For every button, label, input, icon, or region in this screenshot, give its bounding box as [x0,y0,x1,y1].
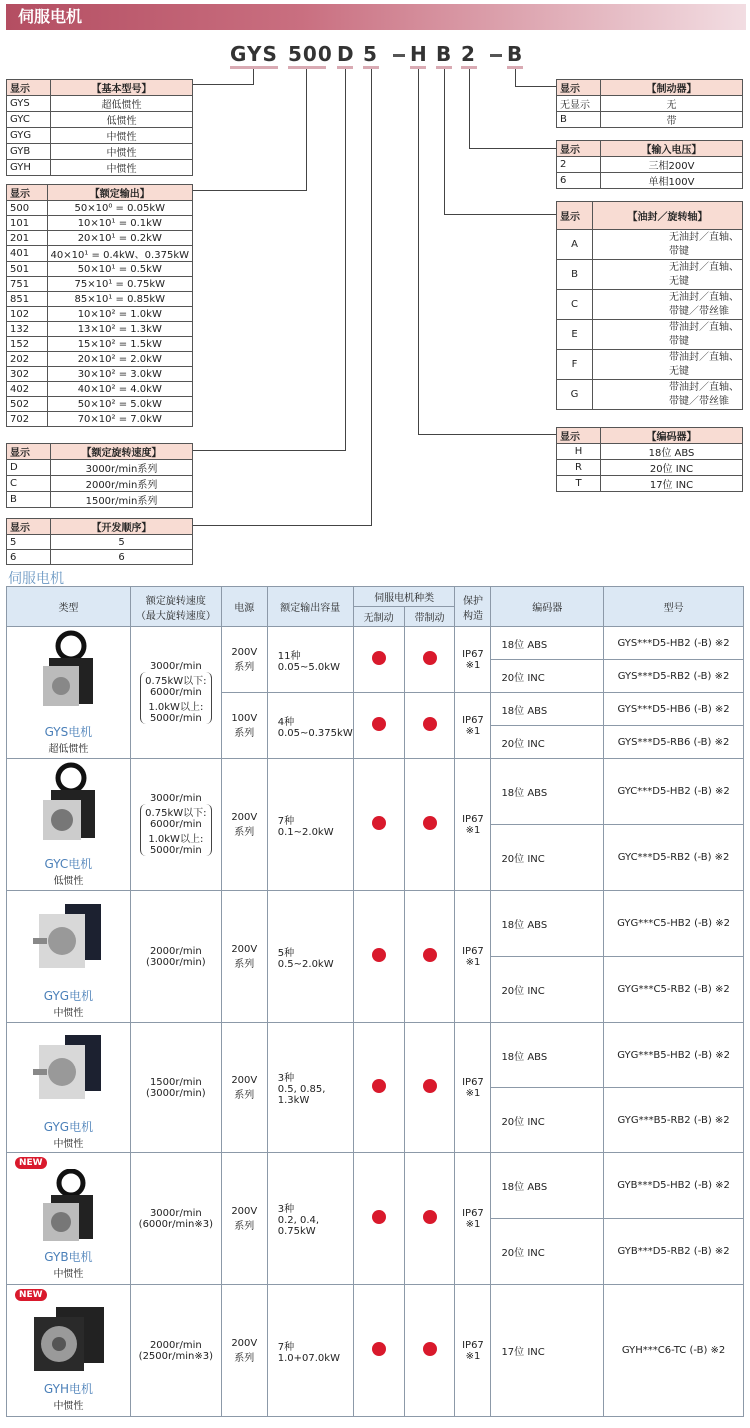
gyh-motor-image [26,1301,110,1377]
type-cell: GYS电机 超低惯性 [7,627,131,759]
status-dot [423,816,437,830]
status-dot [372,1079,386,1093]
section-banner: 伺服电机 [6,4,746,30]
table-row: GYG电机 中惯性 2000r/min (3000r/min) 200V 系列 5种 0.5~2.0kW IP67 ※1 18位 ABS GYG***C5-HB2 (-B) ※2 [7,891,744,957]
code-shaft: B [436,42,453,66]
table-row: 20位 INC GYG***B5-RB2 (-B) ※2 [7,1088,744,1153]
legend-rated-output: 显示 【额定输出】 500 50×10⁰ = 0.05kW 101 10×10¹ = 0.1kW 201 20×10¹ = 0.2kW 401 40×10¹ = 0.4kW、0.375kW 501 50×10¹ = 0.5kW 751 75×10¹ = 0.75kW 851 85×10¹ = 0.85kW 102 10×10² = 1.0kW 132 13×10² = 1.3kW 152 15×10² = 1.5kW 202 20×10² = 2.0kW 302 30×10² = 3.0kW 402 40×10² = 4.0kW 502 50×10² = 5.0kW 702 70×10² = 7.0kW [6,184,193,427]
legend-rated-speed: 显示 【额定旋转速度】 D 3000r/min系列 C 2000r/min系列 B 1500r/min系列 [6,443,193,508]
type-cell: NEW GYB电机 中惯性 [7,1153,131,1285]
table-row: 20位 INC GYS***D5-RB6 (-B) ※2 [7,726,744,759]
code-dash [490,54,502,57]
code-dash [393,54,405,57]
code-speed: D [337,42,355,66]
type-cell: NEW GYH电机 中惯性 [7,1285,131,1417]
code-dev: 5 [363,42,378,66]
status-dot [423,1079,437,1093]
legend-encoder: 显示 【编码器】 H 18位 ABS R 20位 INC T 17位 INC [556,427,743,492]
code-output: 500 [288,42,333,66]
speed-cell: 3000r/min 0.75kW以下: 6000r/min 1.0kW以上: 5000r/min [130,627,221,759]
col-output: 额定输出容量 [267,587,353,627]
type-cell: GYC电机 低惯性 [7,759,131,891]
status-dot [372,651,386,665]
code-base: GYS [230,42,278,66]
table-row: GYC电机 低惯性 3000r/min 0.75kW以下: 6000r/min 1.0kW以上: 5000r/min 200V 系列 7种 0.1~2.0kW IP67 ※1 18位 ABS GYC***D5-HB2 (-B) ※2 [7,759,744,825]
table-row: GYG电机 中惯性 1500r/min (3000r/min) 200V 系列 3种 0.5, 0.85, 1.3kW IP67 ※1 18位 ABS GYG***B5-HB2 (-B) ※2 [7,1023,744,1088]
status-dot [372,816,386,830]
gys-motor-image [33,630,103,720]
new-badge: NEW [15,1289,47,1301]
code-encoder: H [410,42,428,66]
col-protection: 保护 构造 [455,587,491,627]
table-row: 100V 系列 4种 0.05~0.375kW IP67 ※1 18位 ABS GYS***D5-HB6 (-B) ※2 [7,693,744,726]
servo-table [6,586,744,1417]
status-dot [423,1342,437,1356]
status-dot [372,948,386,962]
status-dot [423,948,437,962]
table-row: 20位 INC GYS***D5-RB2 (-B) ※2 [7,660,744,693]
table-row: 20位 INC GYC***D5-RB2 (-B) ※2 [7,825,744,891]
legend-brake: 显示 【制动器】 无显示 无 B 带 [556,79,743,128]
table-row: NEW GYB电机 中惯性 3000r/min (6000r/min※3) 200V 系列 3种 0.2, 0.4, 0.75kW IP67 ※1 18位 ABS GYB***D5-HB2 (-B) ※2 [7,1153,744,1219]
table-title: 伺服电机 [8,571,64,587]
col-encoder: 编码器 [491,587,604,627]
table-row: NEW GYH电机 中惯性 2000r/min (2500r/min※3) 200V 系列 7种 1.0+07.0kW IP67 ※1 17位 INC GYH***C6-TC (-B) ※2 [7,1285,744,1417]
type-cell: GYG电机 中惯性 [7,1023,131,1153]
code-voltage: 2 [461,42,476,66]
col-model: 型号 [604,587,744,627]
legend-shaft: 显示 【油封／旋转轴】 A 无油封／直轴、 带键 B 无油封／直轴、 无键 C 无油封／直轴、 带键／带丝锥 E 带油封／直轴、 带键 F 带油封／直轴、 无键 G 带油封／直轴、 带键／带丝锥 [556,201,743,410]
table-row: 20位 INC GYG***C5-RB2 (-B) ※2 [7,957,744,1023]
col-power: 电源 [221,587,267,627]
table-row: 20位 INC GYB***D5-RB2 (-B) ※2 [7,1219,744,1285]
code-brake: B [507,42,524,66]
type-cell: GYG电机 中惯性 [7,891,131,1023]
gyb-motor-image [33,1169,103,1245]
col-kind: 伺服电机种类 [353,587,455,607]
table-row: GYS电机 超低惯性 3000r/min 0.75kW以下: 6000r/min 1.0kW以上: 5000r/min 200V 系列 11种 0.05~5.0kW IP67 ※1 18位 ABS GYS***D5-HB2 (-B) ※2 [7,627,744,660]
legend-basic-model: 显示 【基本型号】 GYS 超低惯性 GYC 低惯性 GYG 中惯性 GYB 中惯性 GYH 中惯性 [6,79,193,176]
gyg-motor-image [31,1025,105,1115]
gyg-motor-image [31,894,105,984]
new-badge: NEW [15,1157,47,1169]
col-no-brake: 无制动 [353,607,404,627]
legend-dev-order: 显示 【开发顺序】 5 5 6 6 [6,518,193,565]
col-type: 类型 [7,587,131,627]
status-dot [423,717,437,731]
status-dot [372,1342,386,1356]
col-speed: 额定旋转速度 （最大旋转速度） [130,587,221,627]
gyc-motor-image [33,762,103,852]
status-dot [372,717,386,731]
status-dot [372,1210,386,1224]
status-dot [423,1210,437,1224]
legend-voltage: 显示 【输入电压】 2 三相200V 6 单相100V [556,140,743,189]
col-with-brake: 带制动 [404,607,455,627]
status-dot [423,651,437,665]
